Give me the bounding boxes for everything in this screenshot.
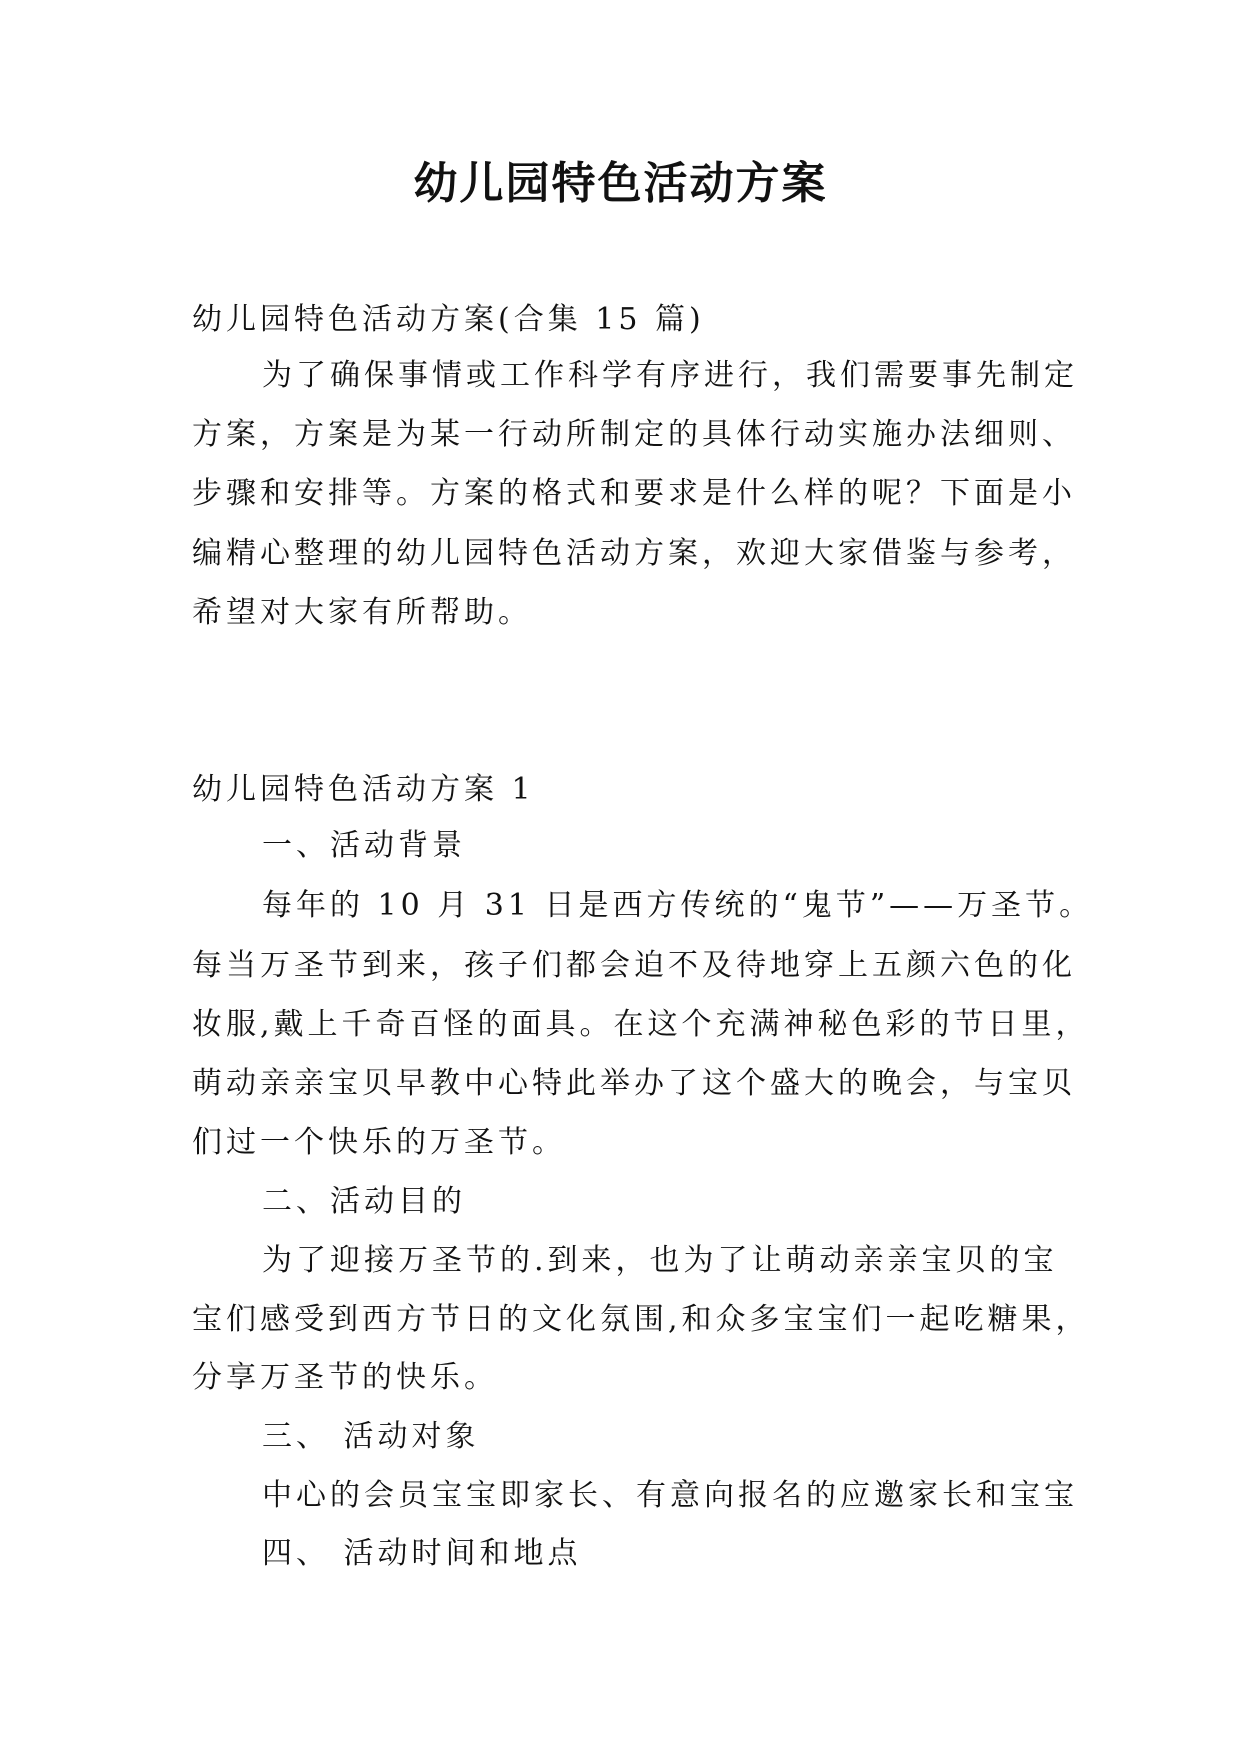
purpose-line: 分享万圣节的快乐。 xyxy=(192,1360,498,1395)
background-line: 妆服,戴上千奇百怪的面具。在这个充满神秘色彩的节日里， xyxy=(192,1007,1090,1042)
participants-heading: 三、 活动对象 xyxy=(262,1419,480,1454)
document-title: 幼儿园特色活动方案 xyxy=(413,158,828,209)
purpose-line: 为了迎接万圣节的.到来，也为了让萌动亲亲宝贝的宝 xyxy=(262,1243,1058,1278)
intro-line: 希望对大家有所帮助。 xyxy=(192,595,532,630)
purpose-heading: 二、活动目的 xyxy=(262,1184,466,1219)
background-line: 每年的 10 月 31 日是西方传统的“鬼节”——万圣节。 xyxy=(262,888,1094,923)
document-subtitle: 幼儿园特色活动方案(合集 15 篇) xyxy=(192,302,705,337)
participants-line: 中心的会员宝宝即家长、有意向报名的应邀家长和宝宝 xyxy=(262,1478,1078,1513)
section-title: 幼儿园特色活动方案 1 xyxy=(192,772,535,807)
background-line: 每当万圣节到来，孩子们都会迫不及待地穿上五颜六色的化 xyxy=(192,948,1076,983)
purpose-line: 宝们感受到西方节日的文化氛围,和众多宝宝们一起吃糖果， xyxy=(192,1302,1090,1337)
background-line: 萌动亲亲宝贝早教中心特此举办了这个盛大的晚会，与宝贝 xyxy=(192,1066,1076,1101)
intro-line: 编精心整理的幼儿园特色活动方案，欢迎大家借鉴与参考， xyxy=(192,536,1076,571)
background-line: 们过一个快乐的万圣节。 xyxy=(192,1125,566,1160)
time-place-heading: 四、 活动时间和地点 xyxy=(262,1536,582,1571)
intro-line: 为了确保事情或工作科学有序进行，我们需要事先制定 xyxy=(262,358,1078,393)
intro-line: 方案，方案是为某一行动所制定的具体行动实施办法细则、 xyxy=(192,417,1076,452)
background-heading: 一、活动背景 xyxy=(262,828,466,863)
intro-line: 步骤和安排等。方案的格式和要求是什么样的呢？下面是小 xyxy=(192,476,1076,511)
